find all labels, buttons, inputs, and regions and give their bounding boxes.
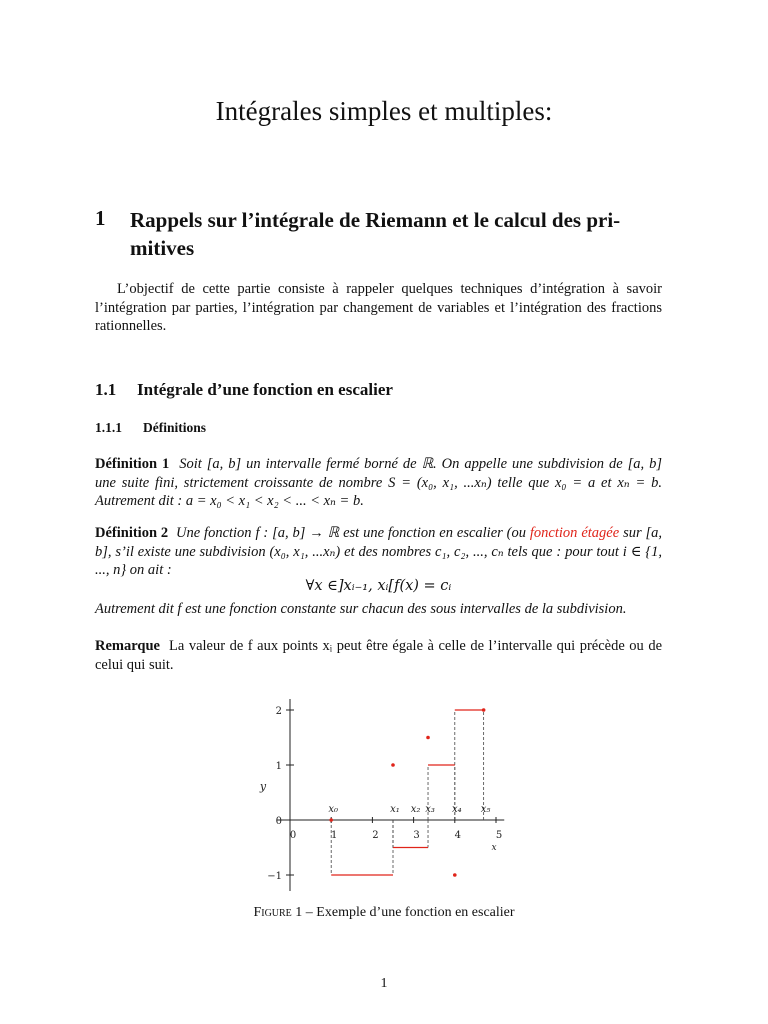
function-point: [329, 818, 333, 822]
function-point: [453, 873, 457, 877]
remark: [95, 637, 662, 674]
subsubsection-number: 1.1.1: [95, 420, 122, 435]
x-tick-label: 1: [331, 830, 338, 841]
definition-2-text: Une fonction f : [a, b] → ℝ est une fonction en escalier (ou: [175, 525, 530, 541]
definition-2: [95, 524, 662, 580]
subdivision-label: x₁: [390, 804, 400, 815]
section-title: Rappels sur l’intégrale de Riemann et le calcul des pri- mitives: [130, 208, 621, 260]
subdivision-label: x₄: [451, 804, 462, 815]
x-axis-label: x: [491, 843, 497, 853]
definition-2-text-after: sur [a, b], s’il existe une subdivision (x₀, x₁, ...xₙ) et des nombres c₁, c₂, ..., cₙ tels que : pour tout i ∈ {1, ..., n} on ait :: [95, 525, 663, 578]
section-number: 1: [95, 206, 106, 230]
step-function-chart: [255, 690, 515, 895]
figure-caption-text: – Exemple d’une fonction en escalier: [302, 905, 515, 920]
x-tick-label: 2: [372, 830, 379, 841]
section-intro: L’objectif de cette partie consiste à rappeler quelques techniques d’intégration à savoir l’intégration par parties, l’intégration par changement de variables et l’intégration des fractions rationnelles.: [95, 281, 662, 334]
function-point: [391, 763, 395, 767]
y-tick-label: 2: [275, 706, 282, 717]
y-tick-label: 1: [275, 761, 282, 772]
x-tick-label: 5: [495, 830, 503, 841]
definition-2-formula: ∀x ∈]xᵢ₋₁, xᵢ[f(x) = cᵢ: [305, 578, 452, 594]
subdivision-label: x₀: [328, 804, 339, 815]
subdivision-label: x₃: [425, 804, 435, 815]
x-tick-label: 3: [413, 830, 420, 841]
definition-1: [95, 455, 662, 511]
subsection-title: Intégrale d’une fonction en escalier: [137, 380, 393, 399]
figure-caption: [0, 905, 768, 921]
y-tick-label: 0: [275, 816, 282, 827]
function-point: [482, 708, 486, 712]
page-number: 1: [380, 976, 388, 991]
remark-text: La valeur de f aux points xᵢ peut être égale à celle de l’intervalle qui précède ou de celui qui suit.: [95, 638, 663, 673]
function-point: [426, 736, 430, 740]
definition-1-text: Soit [a, b] un intervalle fermé borné de ℝ. On appelle une subdivision de [a, b] une suite fini, strictement croissante de nombre S = (x₀, x₁, ...xₙ) telle que x₀ = a et xₙ = b. Autrement dit : a = x₀ < x₁ < x₂ < ... < xₙ = b.: [95, 456, 663, 509]
figure-caption-prefix: Figure 1: [253, 905, 303, 920]
remark-label: Remarque: [95, 638, 160, 654]
subdivision-label: x₂: [410, 804, 421, 815]
y-axis-label: y: [259, 779, 267, 793]
x-tick-label: 4: [454, 830, 461, 841]
subdivision-label: x₅: [480, 804, 491, 815]
x-tick-label: 0: [289, 830, 297, 841]
subsection-number: 1.1: [95, 380, 117, 399]
subsubsection-title: Définitions: [143, 420, 207, 435]
definition-1-label: Définition 1: [95, 456, 170, 472]
definition-2-conclusion: Autrement dit f est une fonction constante sur chacun des sous intervalles de la subdivision.: [95, 601, 627, 617]
document-title: Intégrales simples et multiples:: [215, 96, 553, 126]
y-tick-label: −1: [267, 871, 282, 882]
definition-2-highlight: fonction étagée: [529, 525, 620, 541]
definition-2-label: Définition 2: [95, 525, 169, 541]
